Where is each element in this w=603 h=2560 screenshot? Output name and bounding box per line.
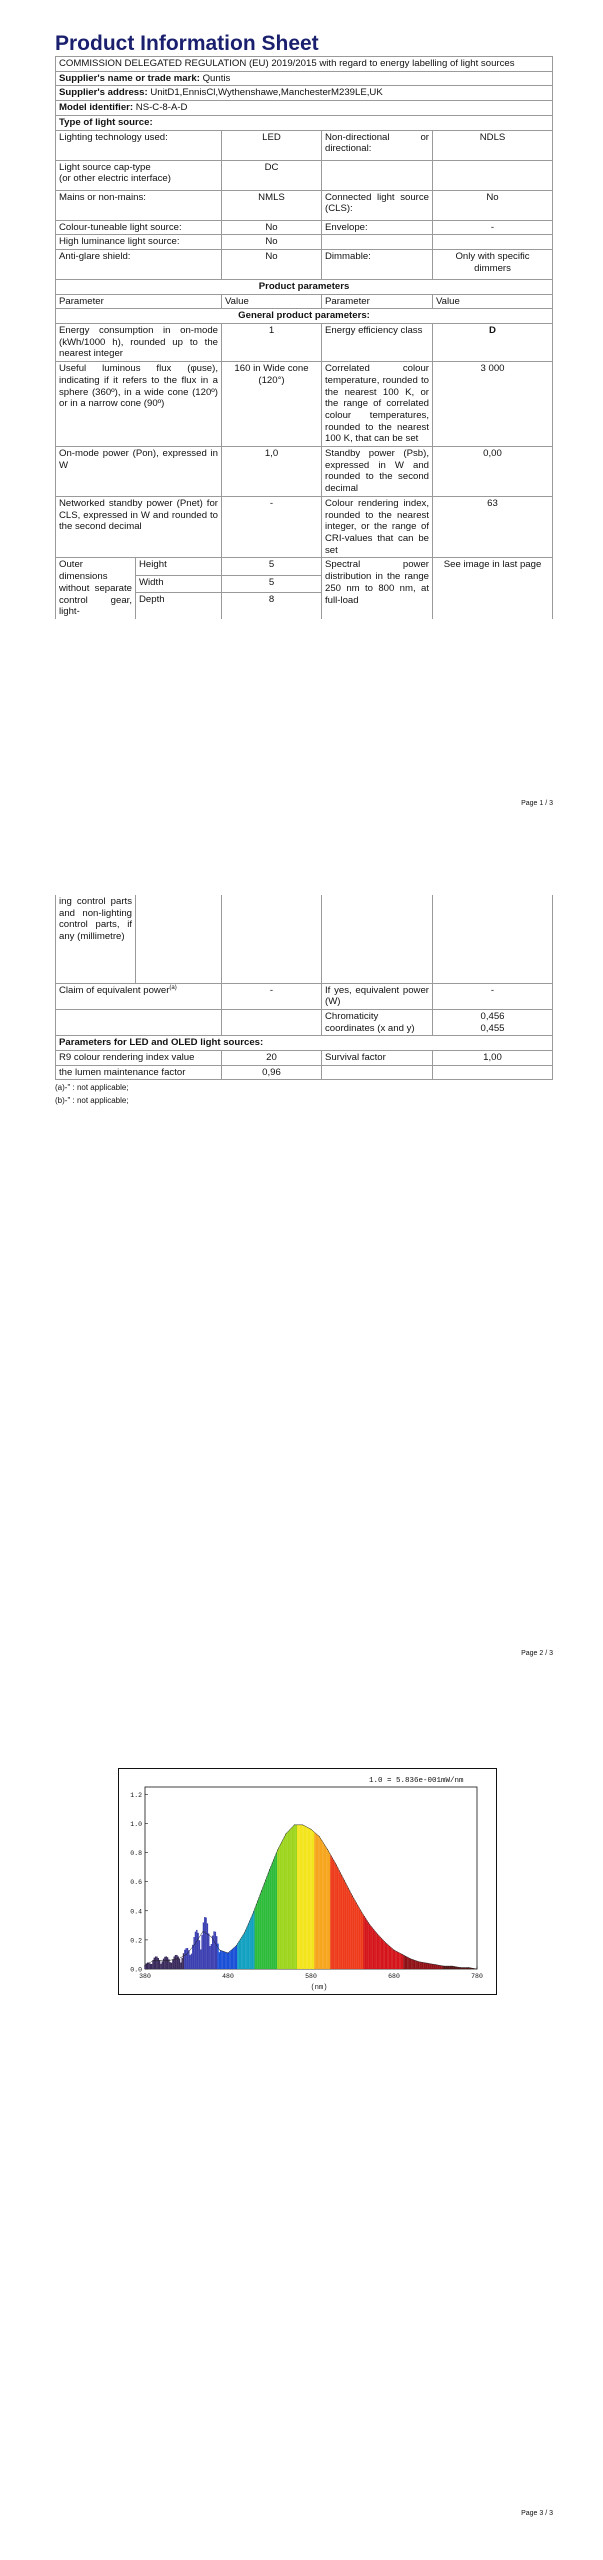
spd-data-point (477, 1969, 478, 1970)
equivalent-power-value: - (222, 983, 322, 1009)
model-value: NS-C-8-A-D (135, 102, 188, 114)
lumen-maintenance-value: 0,96 (222, 1065, 322, 1080)
table-row (56, 1009, 553, 1035)
cct-label: Correlated colour temperature, rounded to the nearest 100 K, or the range of correlated colour temperatures, rounded to the nearest 100 K, that can be set (322, 362, 433, 447)
y-tick-label: 0.8 (130, 1850, 142, 1858)
footnote-a: (a)-" : not applicable; (55, 1083, 129, 1093)
col-value: Value (222, 294, 322, 309)
supplier-address-value: UnitD1,EnnisCl,Wythenshawe,ManchesterM239LE,UK (150, 87, 383, 99)
chart-title: 1.0 = 5.836e-001mW/nm (369, 1777, 464, 1785)
mains-value: NMLS (222, 190, 322, 220)
spd-data-point (294, 1824, 295, 1825)
dimmable-value: Only with specific dimmers (433, 249, 553, 279)
spd-data-point (435, 1964, 436, 1965)
spd-data-point (360, 1910, 361, 1911)
table-row (56, 558, 553, 576)
table-row (56, 249, 553, 279)
envelope-label: Envelope: (322, 220, 433, 235)
led-header-row (56, 1036, 553, 1051)
chart-marks (145, 1824, 478, 1969)
table-row (56, 1051, 553, 1066)
page-number-2: Page 2 / 3 (521, 1650, 553, 1657)
energy-consumption-label: Energy consumption in on-mode (kWh/1000 h), rounded up to the nearest integer (56, 324, 222, 362)
width-label: Width (136, 575, 222, 593)
type-label: Type of light source: (56, 115, 553, 130)
model-row (56, 101, 553, 116)
led-header: Parameters for LED and OLED light sources: (56, 1036, 553, 1051)
standby-power-value: 0,00 (433, 447, 553, 497)
footnote-b: (b)-" : not applicable; (55, 1096, 129, 1106)
spd-value: See image in last page (433, 558, 553, 619)
survival-label: Survival factor (322, 1051, 433, 1066)
spd-data-point (277, 1849, 278, 1850)
chart-xlabel: (nm) (310, 1984, 328, 1992)
energy-class-value: D (433, 324, 553, 362)
spd-data-point (161, 1960, 162, 1961)
spd-data-point (253, 1913, 254, 1914)
regulation-text: COMMISSION DELEGATED REGULATION (EU) 2019/2015 with regard to energy labelling of light sources (56, 57, 553, 72)
x-tick-label: 580 (305, 1973, 317, 1980)
info-table-continued (55, 895, 553, 1080)
spd-data-point (419, 1961, 420, 1962)
equivalent-power-label: Claim of equivalent power (59, 984, 170, 996)
if-yes-label: If yes, equivalent power (W) (322, 983, 433, 1009)
standby-power-label: Standby power (Psb), expressed in W and rounded to the second decimal (322, 447, 433, 497)
spd-data-point (261, 1891, 262, 1892)
column-header-row (56, 294, 553, 309)
non-directional-value: NDLS (433, 130, 553, 160)
height-label: Height (136, 558, 222, 576)
spd-data-point (228, 1953, 229, 1954)
colour-tune-value: No (222, 220, 322, 235)
networked-standby-label: Networked standby power (Pnet) for CLS, expressed in W and rounded to the second decimal (56, 496, 222, 558)
spd-data-point (244, 1932, 245, 1933)
connected-label: Connected light source (CLS): (322, 190, 433, 220)
table-row (56, 362, 553, 447)
depth-label: Depth (136, 593, 222, 619)
chromaticity-x: 0,456 (480, 1010, 505, 1022)
spd-label: Spectral power distribution in the range 250 nm to 800 nm, at full-load (322, 558, 433, 619)
supplier-address-label: Supplier's address: (59, 87, 148, 99)
dimmable-label: Dimmable: (322, 249, 433, 279)
table-row (56, 190, 553, 220)
table-row (56, 130, 553, 160)
spd-data-point (385, 1942, 386, 1943)
spd-data-point (153, 1960, 154, 1961)
table-row (56, 160, 553, 190)
spd-data-point (377, 1934, 378, 1935)
params-header: Product parameters (56, 279, 553, 294)
onmode-power-value: 1,0 (222, 447, 322, 497)
page-1 (55, 32, 552, 619)
type-row (56, 115, 553, 130)
params-header-row (56, 279, 553, 294)
networked-standby-value: - (222, 496, 322, 558)
y-tick-label: 1.2 (130, 1791, 142, 1799)
luminous-flux-value: 160 in Wide cone (120°) (222, 362, 322, 447)
spd-data-point (468, 1967, 469, 1968)
cap-label: Light source cap-type (59, 161, 151, 173)
cap-label-2: (or other electric interface) (59, 173, 171, 185)
spd-data-point (427, 1963, 428, 1964)
spd-data-point (452, 1966, 453, 1967)
spd-data-point (302, 1824, 303, 1825)
survival-value: 1,00 (433, 1051, 553, 1066)
anti-glare-label: Anti-glare shield: (56, 249, 222, 279)
general-header: General product parameters: (56, 309, 553, 324)
mains-label: Mains or non-mains: (56, 190, 222, 220)
table-row (56, 235, 553, 250)
non-directional-label: Non-directional or directional: (322, 130, 433, 160)
r9-value: 20 (222, 1051, 322, 1066)
cap-value: DC (222, 160, 322, 190)
spd-data-point (145, 1966, 146, 1967)
supplier-name-label: Supplier's name or trade mark: (59, 72, 200, 84)
equivalent-power-note: (a) (169, 984, 177, 991)
spd-data-point (194, 1944, 195, 1945)
spd-data-point (352, 1896, 353, 1897)
outer-dimensions-label-cont: ing control parts and non-lighting control parts, if any (millimetre) (56, 895, 136, 983)
y-tick-label: 1.0 (130, 1820, 142, 1828)
spd-data-point (178, 1958, 179, 1959)
y-tick-label: 0.2 (130, 1937, 142, 1945)
envelope-value: - (433, 220, 553, 235)
height-value: 5 (222, 558, 322, 576)
depth-value: 8 (222, 593, 322, 619)
page-number-3: Page 3 / 3 (521, 2510, 553, 2517)
model-label: Model identifier: (59, 102, 134, 114)
x-tick-label: 680 (388, 1973, 400, 1980)
spd-chart-svg (119, 1769, 496, 1994)
spd-data-point (460, 1967, 461, 1968)
spd-data-point (219, 1950, 220, 1951)
chromaticity-label: Chromaticity coordinates (x and y) (322, 1009, 433, 1035)
width-value: 5 (222, 575, 322, 593)
table-row (56, 496, 553, 558)
info-table (55, 56, 553, 619)
spd-data-point (319, 1836, 320, 1837)
x-tick-label: 480 (222, 1973, 234, 1980)
lighting-tech-value: LED (222, 130, 322, 160)
regulation-row (56, 57, 553, 72)
spd-data-point (203, 1931, 204, 1932)
spd-data-point (286, 1833, 287, 1834)
page-2 (55, 895, 552, 1105)
spd-chart (118, 1768, 497, 1995)
high-lum-label: High luminance light source: (56, 235, 222, 250)
spd-data-point (170, 1960, 171, 1961)
table-row (56, 1065, 553, 1080)
outer-dimensions-label: Outer dimensions without separate control gear, light- (56, 558, 136, 619)
spd-data-point (369, 1923, 370, 1924)
spd-data-point (236, 1945, 237, 1946)
connected-value: No (433, 190, 553, 220)
spd-data-point (336, 1864, 337, 1865)
supplier-name-value: Quntis (202, 72, 231, 84)
colour-tune-label: Colour-tuneable light source: (56, 220, 222, 235)
spd-data-point (344, 1880, 345, 1881)
x-tick-label: 780 (471, 1973, 483, 1980)
table-row (56, 220, 553, 235)
cri-value: 63 (433, 496, 553, 558)
luminous-flux-label: Useful luminous flux (φuse), indicating if it refers to the flux in a sphere (360º), in a wide cone (120º) or in a narrow cone (90º) (56, 362, 222, 447)
general-header-row (56, 309, 553, 324)
high-lum-value: No (222, 235, 322, 250)
spd-data-point (269, 1870, 270, 1871)
spd-data-point (402, 1954, 403, 1955)
supplier-name-row (56, 71, 553, 86)
x-tick-label: 380 (139, 1973, 151, 1980)
anti-glare-value: No (222, 249, 322, 279)
spd-data-point (443, 1966, 444, 1967)
r9-label: R9 colour rendering index value (56, 1051, 222, 1066)
table-row (56, 324, 553, 362)
onmode-power-label: On-mode power (Pon), expressed in W (56, 447, 222, 497)
page-title: Product Information Sheet (55, 32, 319, 55)
table-row (56, 447, 553, 497)
lighting-tech-label: Lighting technology used: (56, 130, 222, 160)
table-row (56, 895, 553, 983)
col-parameter-2: Parameter (322, 294, 433, 309)
spd-data-point (327, 1849, 328, 1850)
col-value-2: Value (433, 294, 553, 309)
spd-data-point (186, 1954, 187, 1955)
chromaticity-y: 0,455 (480, 1022, 505, 1034)
col-parameter: Parameter (56, 294, 222, 309)
lumen-maintenance-label: the lumen maintenance factor (56, 1065, 222, 1080)
y-tick-label: 0.0 (130, 1966, 142, 1974)
cct-value: 3 000 (433, 362, 553, 447)
supplier-address-row (56, 86, 553, 101)
page-number-1: Page 1 / 3 (521, 800, 553, 807)
y-tick-label: 0.6 (130, 1879, 142, 1887)
spd-data-point (211, 1937, 212, 1938)
spd-data-point (410, 1958, 411, 1959)
cri-label: Colour rendering index, rounded to the nearest integer, or the range of CRI-values that can be set (322, 496, 433, 558)
table-row (56, 983, 553, 1009)
y-tick-label: 0.4 (130, 1908, 142, 1916)
energy-class-label: Energy efficiency class (322, 324, 433, 362)
spd-data-point (394, 1950, 395, 1951)
energy-consumption-value: 1 (222, 324, 322, 362)
spd-data-point (311, 1829, 312, 1830)
if-yes-value: - (433, 983, 553, 1009)
